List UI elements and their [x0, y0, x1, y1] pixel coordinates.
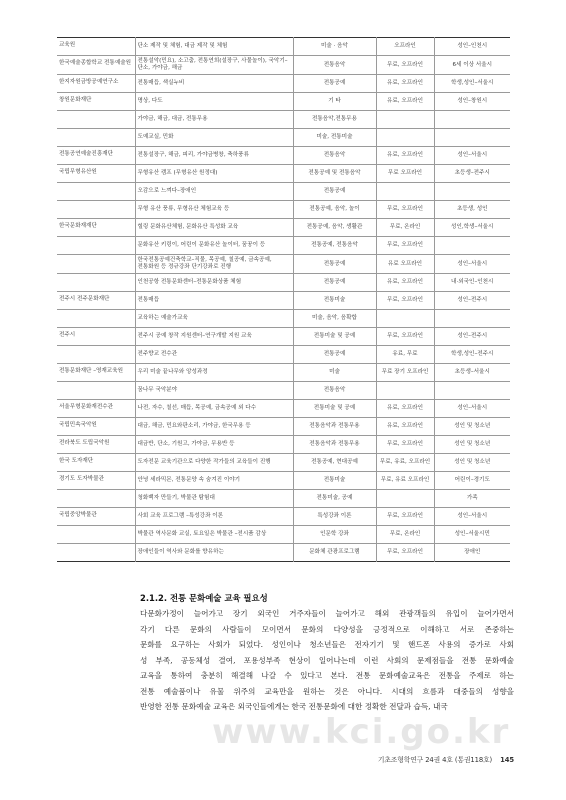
method-cell: 오프라인 [376, 38, 434, 56]
program-cell: 무형 유산 풍류, 무형유산 체험교육 등 [135, 201, 293, 219]
body-line: 다문화가정이 늘어가고 장기 외국인 거주자들이 늘어가고 해외 관광객들의 유입이 늘어가면서 [140, 609, 514, 618]
target-cell: 6세 이상 서울시 [434, 56, 510, 75]
table-row [57, 255, 510, 274]
method-cell: 유료, 오프라인 [376, 418, 434, 436]
body-line: 반영한 전통 문화예술 교육은 외국인들에게는 한국 전통문화에 대한 정확한 전달과 습득, 내국 [140, 702, 448, 711]
field-cell: 전통공예, 음악, 놀이 [293, 201, 376, 219]
org-cell [57, 346, 135, 364]
method-cell: 유료, 오프라인 [376, 75, 434, 93]
method-cell: 무료, 오프라인 [376, 508, 434, 526]
field-cell: 전통공예 및 전통음악 [293, 165, 376, 183]
field-cell: 전통공예, 현대공예 [293, 454, 376, 472]
target-cell: 성인 및 청소년 [434, 418, 510, 436]
org-cell [57, 274, 135, 292]
method-cell: 무료, 오프라인 [376, 436, 434, 454]
table-row [57, 165, 510, 183]
org-cell: 한국예술종합학교 전통예술원 [57, 56, 135, 75]
method-cell [376, 183, 434, 201]
table-row [57, 526, 510, 544]
method-cell: 무료, 온라인 [376, 526, 434, 544]
program-table [57, 37, 510, 562]
target-cell [434, 111, 510, 129]
org-cell: 경기도 도자박물관 [57, 472, 135, 490]
table-row [57, 201, 510, 219]
program-cell: 가야금, 해금, 대금, 전통무용 [135, 111, 293, 129]
target-cell [434, 310, 510, 328]
table-row [57, 38, 510, 56]
org-cell: 한국 도자재단 [57, 454, 135, 472]
target-cell [434, 183, 510, 201]
table-row [57, 508, 510, 526]
method-cell: 무료, 오프라인 [376, 292, 434, 310]
program-cell: 한국전통공예건축학교–직물, 목공예, 칠공예, 금속공예, 전통화원 등 정규강좌 단기강좌로 진행 [135, 255, 293, 274]
target-cell [434, 382, 510, 400]
target-cell: 학생,성인–전주시 [434, 346, 510, 364]
field-cell: 전통미술 [293, 472, 376, 490]
program-cell: 박물관 역사문화 교실, 토요일은 박물관 –전시품 감상 [135, 526, 293, 544]
program-cell: 전주향교 전수관 [135, 346, 293, 364]
org-cell [57, 183, 135, 201]
org-cell: 서울무형문화재전수관 [57, 400, 135, 418]
org-cell: 한지자원금방공예연구소 [57, 75, 135, 93]
journal-info: 기초조형학연구 24권 4호 (통권118호) [377, 756, 493, 764]
table-row [57, 346, 510, 364]
org-cell [57, 255, 135, 274]
table-row [57, 472, 510, 490]
org-cell [57, 310, 135, 328]
table-row [57, 111, 510, 129]
target-cell: 성인–창원시 [434, 93, 510, 111]
field-cell: 전통음악 [293, 382, 376, 400]
method-cell [376, 382, 434, 400]
field-cell: 전통미술 및 공예 [293, 400, 376, 418]
target-cell: 성인–서울시 [434, 147, 510, 165]
field-cell: 미술, 전통미술 [293, 129, 376, 147]
target-cell: 초등생–전주시 [434, 165, 510, 183]
table-row [57, 436, 510, 454]
target-cell: 장애인 [434, 544, 510, 562]
table-row [57, 544, 510, 562]
table-row [57, 237, 510, 255]
field-cell: 인문학 강좌 [293, 526, 376, 544]
table-row [57, 364, 510, 382]
program-cell: 우리 미술 끝나무와 앙성과정 [135, 364, 293, 382]
program-cell: 전통매듭 [135, 292, 293, 310]
org-cell: 국립무형유산원 [57, 165, 135, 183]
field-cell: 전통음악 [293, 56, 376, 75]
table-row [57, 454, 510, 472]
table-row [57, 382, 510, 400]
table-row [57, 418, 510, 436]
program-cell: 인천공항 전통문화센터–전통문화상품 체험 [135, 274, 293, 292]
method-cell: 무료, 오프라인 [376, 544, 434, 562]
field-cell: 전통공예 [293, 75, 376, 93]
field-cell: 기 타 [293, 93, 376, 111]
program-cell: 전통설악(민요), 소고춤, 전통연희(설장구, 사물놀이), 국악기–단소, 가야금, 해금 [135, 56, 293, 75]
body-line: 성 부족, 공동체성 결여, 포용성부족 현상이 일어나는데 이런 사회의 문제점들을 전통 문화예술 [140, 655, 514, 665]
field-cell: 전통미술 [293, 292, 376, 310]
method-cell: 무료, 오프라인 [376, 56, 434, 75]
field-cell: 전통공예, 전통음악 [293, 237, 376, 255]
method-cell [376, 129, 434, 147]
method-cell: 무료 장기 오프라인 [376, 364, 434, 382]
field-cell: 미술, 음악, 음확합 [293, 310, 376, 328]
target-cell: 성인–전주시 [434, 292, 510, 310]
program-table-body [57, 38, 510, 562]
target-cell: 가족 [434, 490, 510, 508]
table-row [57, 147, 510, 165]
program-cell: 전통매듭, 색실누비 [135, 75, 293, 93]
table-row [57, 400, 510, 418]
table-row [57, 93, 510, 111]
table-row [57, 75, 510, 93]
program-cell: 단소 제작 및 체험, 대금 제작 및 체험 [135, 38, 293, 56]
field-cell: 전통음악 [293, 147, 376, 165]
target-cell: 성인–서울시 [434, 508, 510, 526]
method-cell: 무료, 오프라인 [376, 201, 434, 219]
method-cell [376, 111, 434, 129]
target-cell: 내·외국인–인천시 [434, 274, 510, 292]
target-cell: 학생,성인–서울시 [434, 75, 510, 93]
field-cell: 전통음악과 전통무용 [293, 436, 376, 454]
program-cell: 안녕 세라믹몬, 전통문양 속 숨겨진 이야기 [135, 472, 293, 490]
field-cell: 문화체 관광프로그램 [293, 544, 376, 562]
org-cell [57, 201, 135, 219]
target-cell: 성인–서울시 [434, 255, 510, 274]
method-cell: 유료, 오프라인 [376, 400, 434, 418]
body-line: 전통 예술품이나 유물 위주의 교육만을 원하는 것은 아니다. 시대의 흐름과 대중들의 성향을 [140, 686, 514, 696]
method-cell: 무료, 오프라인 [376, 328, 434, 346]
org-cell: 전통문화재단 –영재교육원 [57, 364, 135, 382]
program-cell: 청화백자 만들기, 박물관 탐험대 [135, 490, 293, 508]
program-cell: 명상, 다도 [135, 93, 293, 111]
field-cell: 전통미술 및 공예 [293, 328, 376, 346]
table-row [57, 56, 510, 75]
body-line: 교육을 통하여 충분히 해결해 나갈 수 있다고 본다. 전통 문화예술교육은 전통을 주제로 하는 [140, 671, 514, 680]
field-cell: 전통공예 [293, 255, 376, 274]
target-cell: 성인–서울시민 [434, 526, 510, 544]
body-line: 각기 다른 문화의 사람들이 모이면서 문화의 다양성을 긍정적으로 이해하고 서로 존중하는 [140, 624, 514, 634]
program-cell: 힐링 문화유산체험, 문화유산 특성화 교육 [135, 219, 293, 237]
target-cell [434, 129, 510, 147]
org-cell [57, 237, 135, 255]
method-cell: 유료, 오프라인 [376, 93, 434, 111]
watermark: www.kci.go.kr [212, 712, 511, 752]
program-cell: 전주시 공예 창작 지원센터–연구개발 지원 교육 [135, 328, 293, 346]
table-row [57, 219, 510, 237]
org-cell: 전라북도 도립국악원 [57, 436, 135, 454]
org-cell [57, 382, 135, 400]
program-cell: 전통설장구, 해금, 피리, 가야금병창, 축하풍류 [135, 147, 293, 165]
org-cell: 창원문화재단 [57, 93, 135, 111]
field-cell: 전통공예, 음악, 생활관 [293, 219, 376, 237]
field-cell: 전통공예 [293, 183, 376, 201]
method-cell [376, 490, 434, 508]
org-cell: 국립중앙박물관 [57, 508, 135, 526]
table-row [57, 292, 510, 310]
org-cell [57, 111, 135, 129]
field-cell: 전통공예 [293, 346, 376, 364]
target-cell: 초등생–서울시 [434, 364, 510, 382]
org-cell [57, 526, 135, 544]
program-cell: 사회 교육 프로그램 –특성강좌 이론 [135, 508, 293, 526]
method-cell: 무료, 오프라인 [376, 237, 434, 255]
table-row [57, 274, 510, 292]
target-cell: 초등생, 성인 [434, 201, 510, 219]
target-cell: 성인,학생–서울시 [434, 219, 510, 237]
target-cell: 성인–인천시 [434, 38, 510, 56]
body-line: 문화를 요구하는 사회가 되었다. 성인이나 청소년들은 전자기기 및 핸드폰 사용의 증가로 사회 [140, 640, 514, 649]
table-row [57, 129, 510, 147]
program-cell: 대금, 해금, 민요와판소리, 가야금, 한국무용 등 [135, 418, 293, 436]
field-cell: 미술 · 음악 [293, 38, 376, 56]
org-cell: 국립민속국악원 [57, 418, 135, 436]
org-cell [57, 490, 135, 508]
field-cell: 특성강좌 이론 [293, 508, 376, 526]
table-row [57, 310, 510, 328]
method-cell: 무료, 유료, 오프라인 [376, 454, 434, 472]
field-cell: 전통음악과 전통무용 [293, 418, 376, 436]
org-cell: 전통공연예술진흥재단 [57, 147, 135, 165]
method-cell: 무료, 유료 오프라인 [376, 472, 434, 490]
org-cell: 한국문화재재단 [57, 219, 135, 237]
org-cell [57, 129, 135, 147]
target-cell: 성인–서울시 [434, 400, 510, 418]
program-cell: 도예교실, 민화 [135, 129, 293, 147]
method-cell: 유료, 무료 [376, 346, 434, 364]
target-cell: 성인 및 청소년 [434, 436, 510, 454]
table-row [57, 183, 510, 201]
method-cell: 유료 오프라인 [376, 255, 434, 274]
page-footer [378, 754, 514, 764]
target-cell: 성인 및 청소년 [434, 454, 510, 472]
method-cell: 무료 오프라인 [376, 165, 434, 183]
program-cell: 오감으로 느껴다–장애인 [135, 183, 293, 201]
method-cell: 유료, 오프라인 [376, 147, 434, 165]
program-cell: 도자전문 교육기관으로 다양한 작가들의 교육들이 진행 [135, 454, 293, 472]
org-cell: 전주시 전주문화재단 [57, 292, 135, 310]
field-cell: 전통미술, 공예 [293, 490, 376, 508]
target-cell: 어린이–경기도 [434, 472, 510, 490]
table-row [57, 490, 510, 508]
method-cell: 무료, 온라인 [376, 219, 434, 237]
org-cell: 교육원 [59, 42, 76, 48]
program-cell: 문화유산 키링이, 어린이 문화유산 놀이터, 꿈꿍이 등 [135, 237, 293, 255]
program-cell: 대금반, 단소, 기원고, 가야금, 무용반 등 [135, 436, 293, 454]
section-title: 2.1.2. 전통 문화예술 교육 필요성 [140, 593, 268, 603]
program-cell: 무형유산 캠프 (무형유산 원정대) [135, 165, 293, 183]
target-cell [434, 237, 510, 255]
target-cell: 성인–전주시 [434, 328, 510, 346]
program-cell: 꿈나무 국악분야 [135, 382, 293, 400]
method-cell: 유료, 오프라인 [376, 274, 434, 292]
program-cell: 나전, 자수, 칠선, 매듭, 목공예, 금속공예 외 다수 [135, 400, 293, 418]
program-cell: 교육하는 예술가교육 [135, 310, 293, 328]
body-paragraph [140, 606, 514, 715]
field-cell: 전통공예 [293, 274, 376, 292]
program-cell: 장애인들이 역사와 문화를 향유하는 [135, 544, 293, 562]
field-cell: 미술 [293, 364, 376, 382]
org-cell [57, 544, 135, 562]
org-cell: 전주시 [57, 328, 135, 346]
field-cell: 전통음악,전통무용 [293, 111, 376, 129]
page-number: 145 [500, 756, 514, 764]
table-row [57, 328, 510, 346]
method-cell [376, 310, 434, 328]
